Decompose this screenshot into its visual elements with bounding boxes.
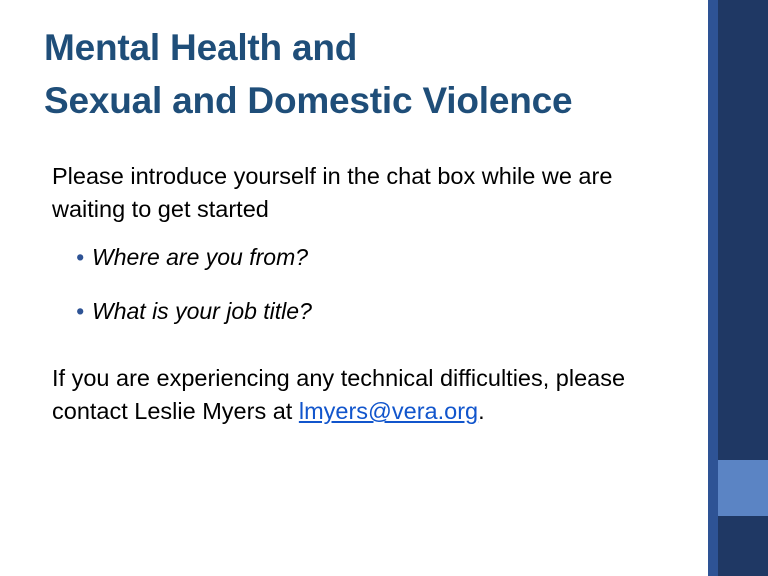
list-item	[52, 295, 682, 328]
contact-paragraph	[52, 362, 682, 429]
right-accent-block-dark	[718, 522, 768, 576]
bullet-list	[52, 241, 682, 328]
intro-paragraph: Please introduce yourself in the chat box while we are waiting to get started	[52, 163, 613, 223]
list-item-label: What is your job title?	[92, 298, 312, 325]
contact-text-after: .	[478, 398, 485, 425]
slide-title-line-2: Sexual and Domestic Violence	[44, 79, 573, 121]
bullet-dot-icon: •	[76, 298, 85, 325]
list-item	[52, 241, 682, 274]
slide-title	[44, 22, 684, 127]
contact-text-before: If you are experiencing any technical difficulties, please contact Leslie Myers at	[52, 365, 626, 425]
email-link[interactable]: lmyers@vera.org	[298, 398, 479, 425]
slide-title-line-1: Mental Health and	[44, 27, 358, 68]
bullet-dot-icon: •	[76, 243, 85, 270]
right-accent-block-light	[718, 460, 768, 516]
list-item-label: Where are you from?	[92, 243, 309, 270]
right-accent-stripe	[708, 0, 718, 576]
slide-body	[52, 160, 682, 429]
